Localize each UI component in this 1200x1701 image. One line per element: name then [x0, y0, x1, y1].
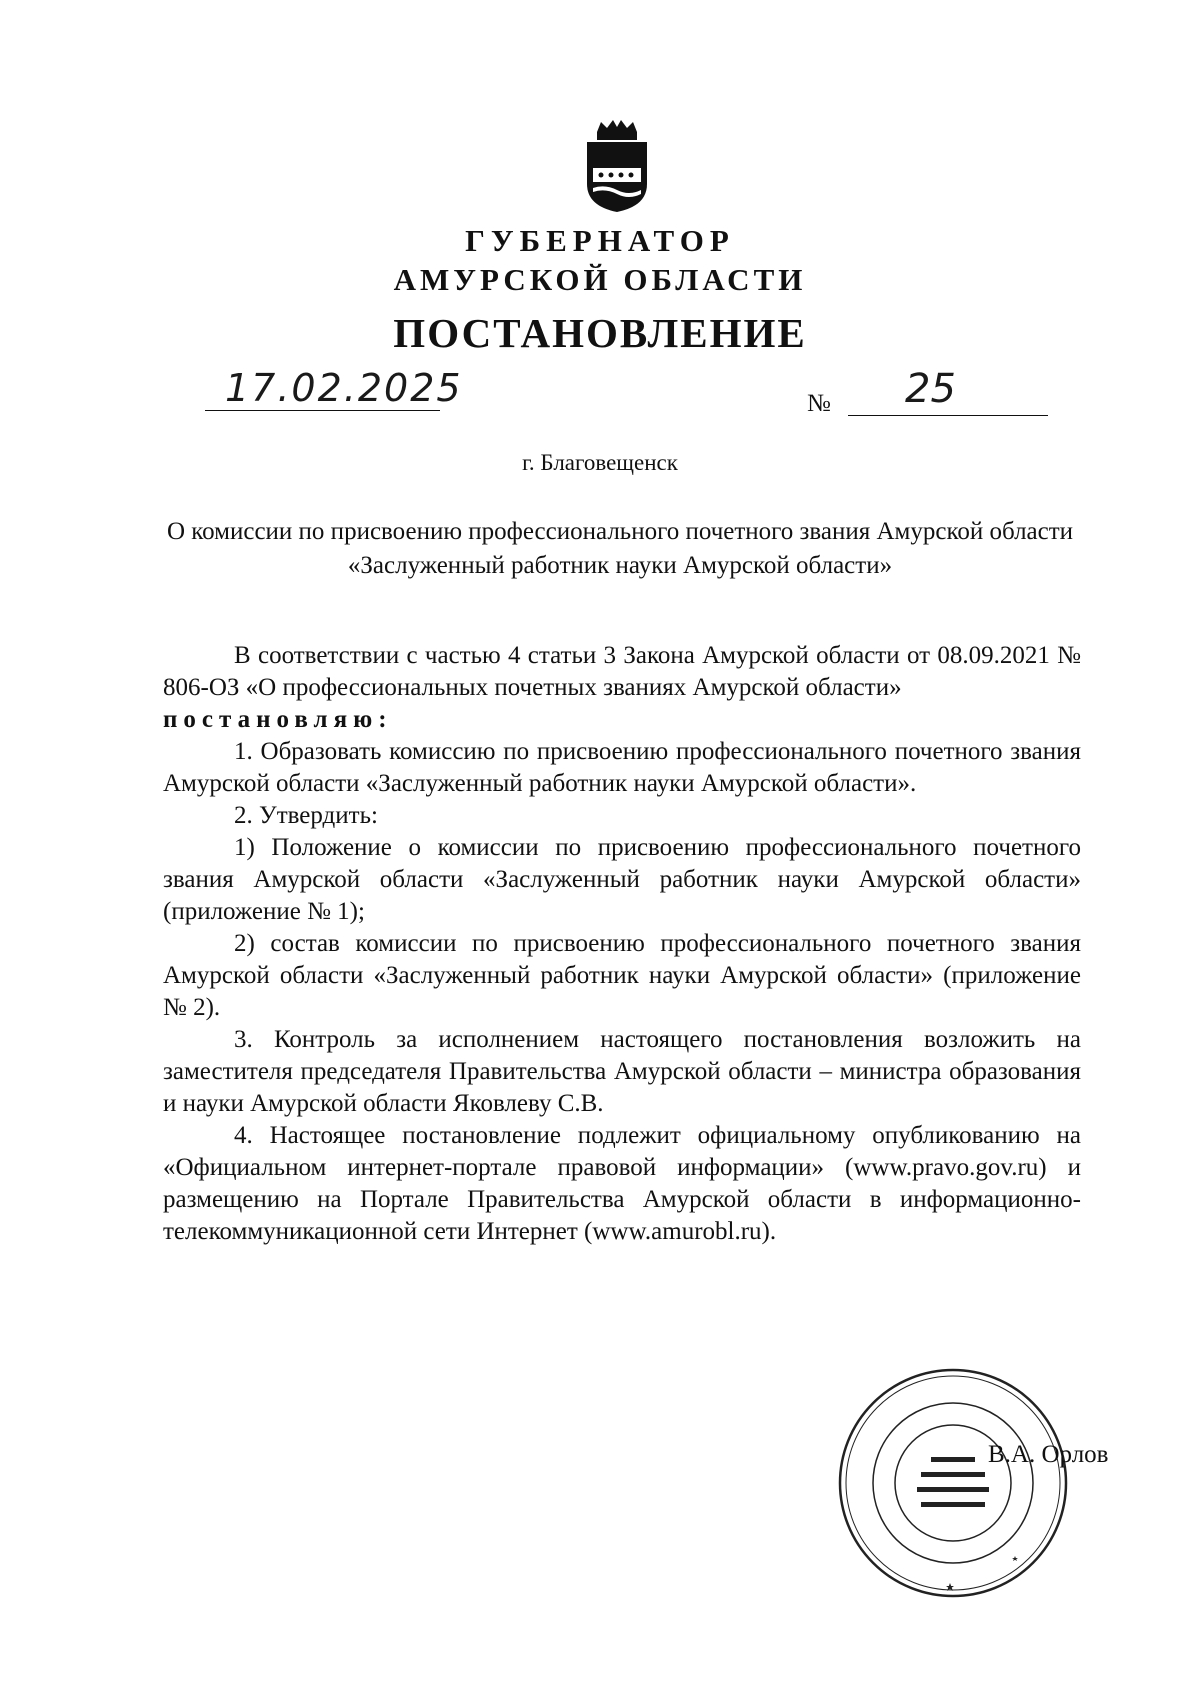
official-seal-icon	[835, 1365, 1071, 1601]
resolve-word: постановляю:	[163, 706, 393, 733]
authority-line-2: АМУРСКОЙ ОБЛАСТИ	[393, 262, 807, 297]
number-label: №	[807, 390, 831, 417]
city: г. Благовещенск	[522, 450, 678, 475]
item-3: 3. Контроль за исполнением настоящего постановления возложить на заместителя председателя Правительства Амурской области – министра образования и науки Амурской области Яковлеву С.В.	[163, 1026, 1081, 1117]
item-2-1: 1) Положение о комиссии по присвоению профессионального почетного звания Амурской области «Заслуженный работник науки Амурской области» (приложение № 1);	[163, 834, 1081, 925]
item-2: 2. Утвердить:	[234, 802, 378, 829]
handwritten-number: 25	[905, 366, 956, 412]
item-1: 1. Образовать комиссию по присвоению профессионального почетного звания Амурской области «Заслуженный работник науки Амурской области».	[163, 738, 1081, 797]
signer-name: В.А. Орлов	[988, 1441, 1109, 1468]
coat-of-arms-icon	[567, 118, 667, 214]
authority-line-1: ГУБЕРНАТОР	[465, 223, 735, 258]
item-4: 4. Настоящее постановление подлежит официальному опубликованию на «Официальном интернет-портале правовой информации» (www.pravo.gov.ru) и размещению на Портале Правительства Амурской области в информационно-телекоммуникационной сети Интернет (www.amurobl.ru).	[163, 1122, 1081, 1245]
number-underline	[848, 415, 1048, 416]
handwritten-date: 17.02.2025	[225, 366, 463, 410]
document-body	[163, 640, 1081, 1248]
date-underline	[205, 410, 440, 411]
document-type: ПОСТАНОВЛЕНИЕ	[393, 310, 807, 356]
item-2-2: 2) состав комиссии по присвоению профессионального почетного звания Амурской области «Заслуженный работник науки Амурской области» (приложение № 2).	[163, 930, 1081, 1021]
document-title: О комиссии по присвоению профессионального почетного звания Амурской области «Заслуженный работник науки Амурской области»	[166, 518, 1074, 579]
preamble: В соответствии с частью 4 статьи 3 Закона Амурской области от 08.09.2021 № 806-ОЗ «О профессиональных почетных званиях Амурской области»	[163, 642, 1081, 701]
